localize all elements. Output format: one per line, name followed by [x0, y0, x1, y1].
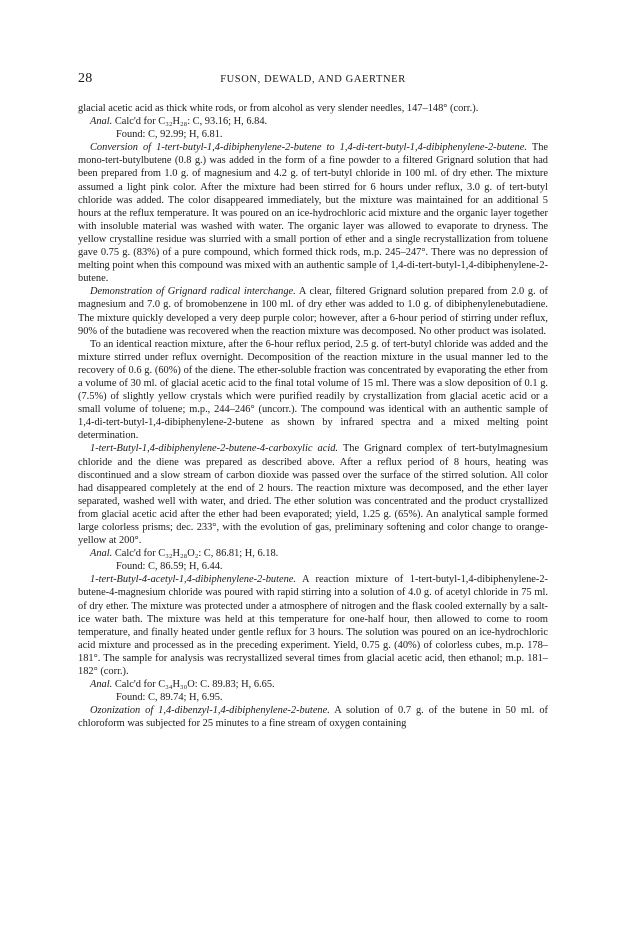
section-title: 1-tert-Butyl-4-acetyl-1,4-dibiphenylene-2-butene.: [90, 574, 296, 586]
page-number: 28: [78, 71, 93, 86]
paragraph: To an identical reaction mixture, after the 6-hour reflux period, 2.5 g. of tert-butyl chloride was added and the mixture stirred under reflux overnight. Decomposition of the reaction mixture in the usual manner led to the recovery of 0.6 g. (60%) of the diene. The ether-soluble fraction was concentrated by evaporating the ether from a volume of 30 ml. of glacial acetic acid to the final total volume of 15 ml. There was a slow deposition of 0.1 g. (7.5%) of slightly yellow crystals which were purified readily by crystallization from glacial acetic acid or a small volume of toluene; m.p., 244–246° (uncorr.). The compound was identical with an authentic sample of 1,4-di-tert-butyl-1,4-dibiphenylene-2-butene as shown by infrared spectra and a mixed melting point determination.: [78, 338, 548, 442]
section-title: Ozonization of 1,4-dibenzyl-1,4-dibiphenylene-2-butene.: [90, 705, 330, 717]
section-title: 1-tert-Butyl-1,4-dibiphenylene-2-butene-4-carboxylic acid.: [90, 443, 339, 455]
section-text: A solution of 0.7 g. of the butene in 50 ml. of chloroform was subjected for 25 minutes to a fine stream of oxygen containing: [78, 705, 548, 730]
analysis-values: Calc'd for C₃₂H₂₈O₂: C, 86.81; H, 6.18.: [114, 548, 279, 560]
found-line: Found: C, 92.99; H, 6.81.: [116, 129, 223, 141]
analysis-values: Calc'd for C₃₄H₃₀O: C. 89.83; H, 6.65.: [114, 679, 275, 691]
section-text: The mono-tert-butylbutene (0.8 g.) was added in the form of a fine powder to a filtered Grignard solution that had been prepared from 1.0 g. of magnesium and 4.2 g. of tert-butyl chloride in 100 ml. of dry ether. The mixture assumed a light pink color. After the mixture had been stirred for 6 hours under reflux, 3.0 g. of tert-butyl chloride was added. The color disappeared immediately, but the mixture was maintained for an additional 5 hours at the reflux temperature. It was poured on an ice-hydrochloric acid mixture and the organic layer together with insoluble material was washed with water. The organic layer was allowed to evaporate to dryness. The yellow crystalline residue was slurried with a small portion of ether and a single recrystallization from toluene gave 0.75 g. (83%) of a pure compound, which formed thick rods, m.p. 245–247°. There was no depression of melting point when this compound was mixed with an authentic sample of 1,4-di-tert-butyl-1,4-dibiphenylene-2-butene.: [78, 142, 548, 285]
found-line: Found: C, 86.59; H, 6.44.: [116, 561, 223, 573]
analysis-line: [78, 115, 548, 128]
section-title: Demonstration of Grignard radical interchange.: [90, 286, 296, 298]
section-paragraph: [78, 285, 548, 337]
analysis-label: Anal.: [90, 116, 113, 128]
section-paragraph: [78, 704, 548, 730]
running-head: [78, 71, 548, 87]
running-title: FUSON, DEWALD, AND GAERTNER: [220, 74, 406, 85]
analysis-label: Anal.: [90, 548, 113, 560]
section-text: A clear, filtered Grignard solution prepared from 2.0 g. of magnesium and 7.0 g. of bromobenzene in 100 ml. of dry ether was added to 1.0 g. of dibiphenylenebutadiene. The mixture quickly developed a very deep purple color; however, after a 6-hour period of stirring under reflux, 90% of the butadiene was recovered when the reaction mixture was decomposed. No other product was isolated.: [78, 286, 548, 337]
analysis-line: [78, 678, 548, 691]
analysis-values: Calc'd for C₃₂H₂₈: C, 93.16; H, 6.84.: [114, 116, 268, 128]
analysis-line: [78, 547, 548, 560]
section-paragraph: [78, 141, 548, 285]
section-text: The Grignard complex of tert-butylmagnesium chloride and the diene was prepared as described above. After a reflux period of 8 hours, heating was discontinued and a slow stream of carbon dioxide was passed over the surface of the stirred solution. All color had disappeared completely at the end of 2 hours. The reaction mixture was decomposed, and the ether layer separated, washed well with water, and dried. The ether solution was concentrated and the product crystallized from glacial acetic acid after the ether had been evaporated; yield, 1.25 g. (65%). An analytical sample formed large colorless prisms; dec. 233°, with the evolution of gas, preliminary softening and color change to orange-yellow at 200°.: [78, 443, 549, 547]
section-paragraph: [78, 573, 548, 678]
found-line: Found: C, 89.74; H, 6.95.: [116, 692, 223, 704]
analysis-label: Anal.: [90, 679, 113, 691]
paragraph: glacial acetic acid as thick white rods, or from alcohol as very slender needles, 147–148° (corr.).: [78, 103, 479, 114]
section-paragraph: [78, 442, 548, 547]
body-text: [78, 102, 548, 731]
section-text: A reaction mixture of 1-tert-butyl-1,4-dibiphenylene-2-butene-4-magnesium chloride was poured with rapid stirring into a solution of 4.0 g. of acetyl chloride in 75 ml. of dry ether. The mixture was protected under a atmosphere of nitrogen and the flask cooled externally by a salt-ice water bath. The mixture was held at this temperature for one-half hour, then allowed to come to room temperature, and finally heated under gentle reflux for 3 hours. The solution was poured on an ice-hydrochloric acid mixture and processed as in the preceding experiment. Yield, 0.75 g. (40%) of colorless cubes, m.p. 178–181°. The sample for analysis was recrystallized several times from glacial acetic acid, then ethanol; m.p. 181–182° (corr.).: [78, 574, 548, 678]
section-title: Conversion of 1-tert-butyl-1,4-dibiphenylene-2-butene to 1,4-di-tert-butyl-1,4-dibiphenylene-2-butene.: [90, 142, 527, 154]
